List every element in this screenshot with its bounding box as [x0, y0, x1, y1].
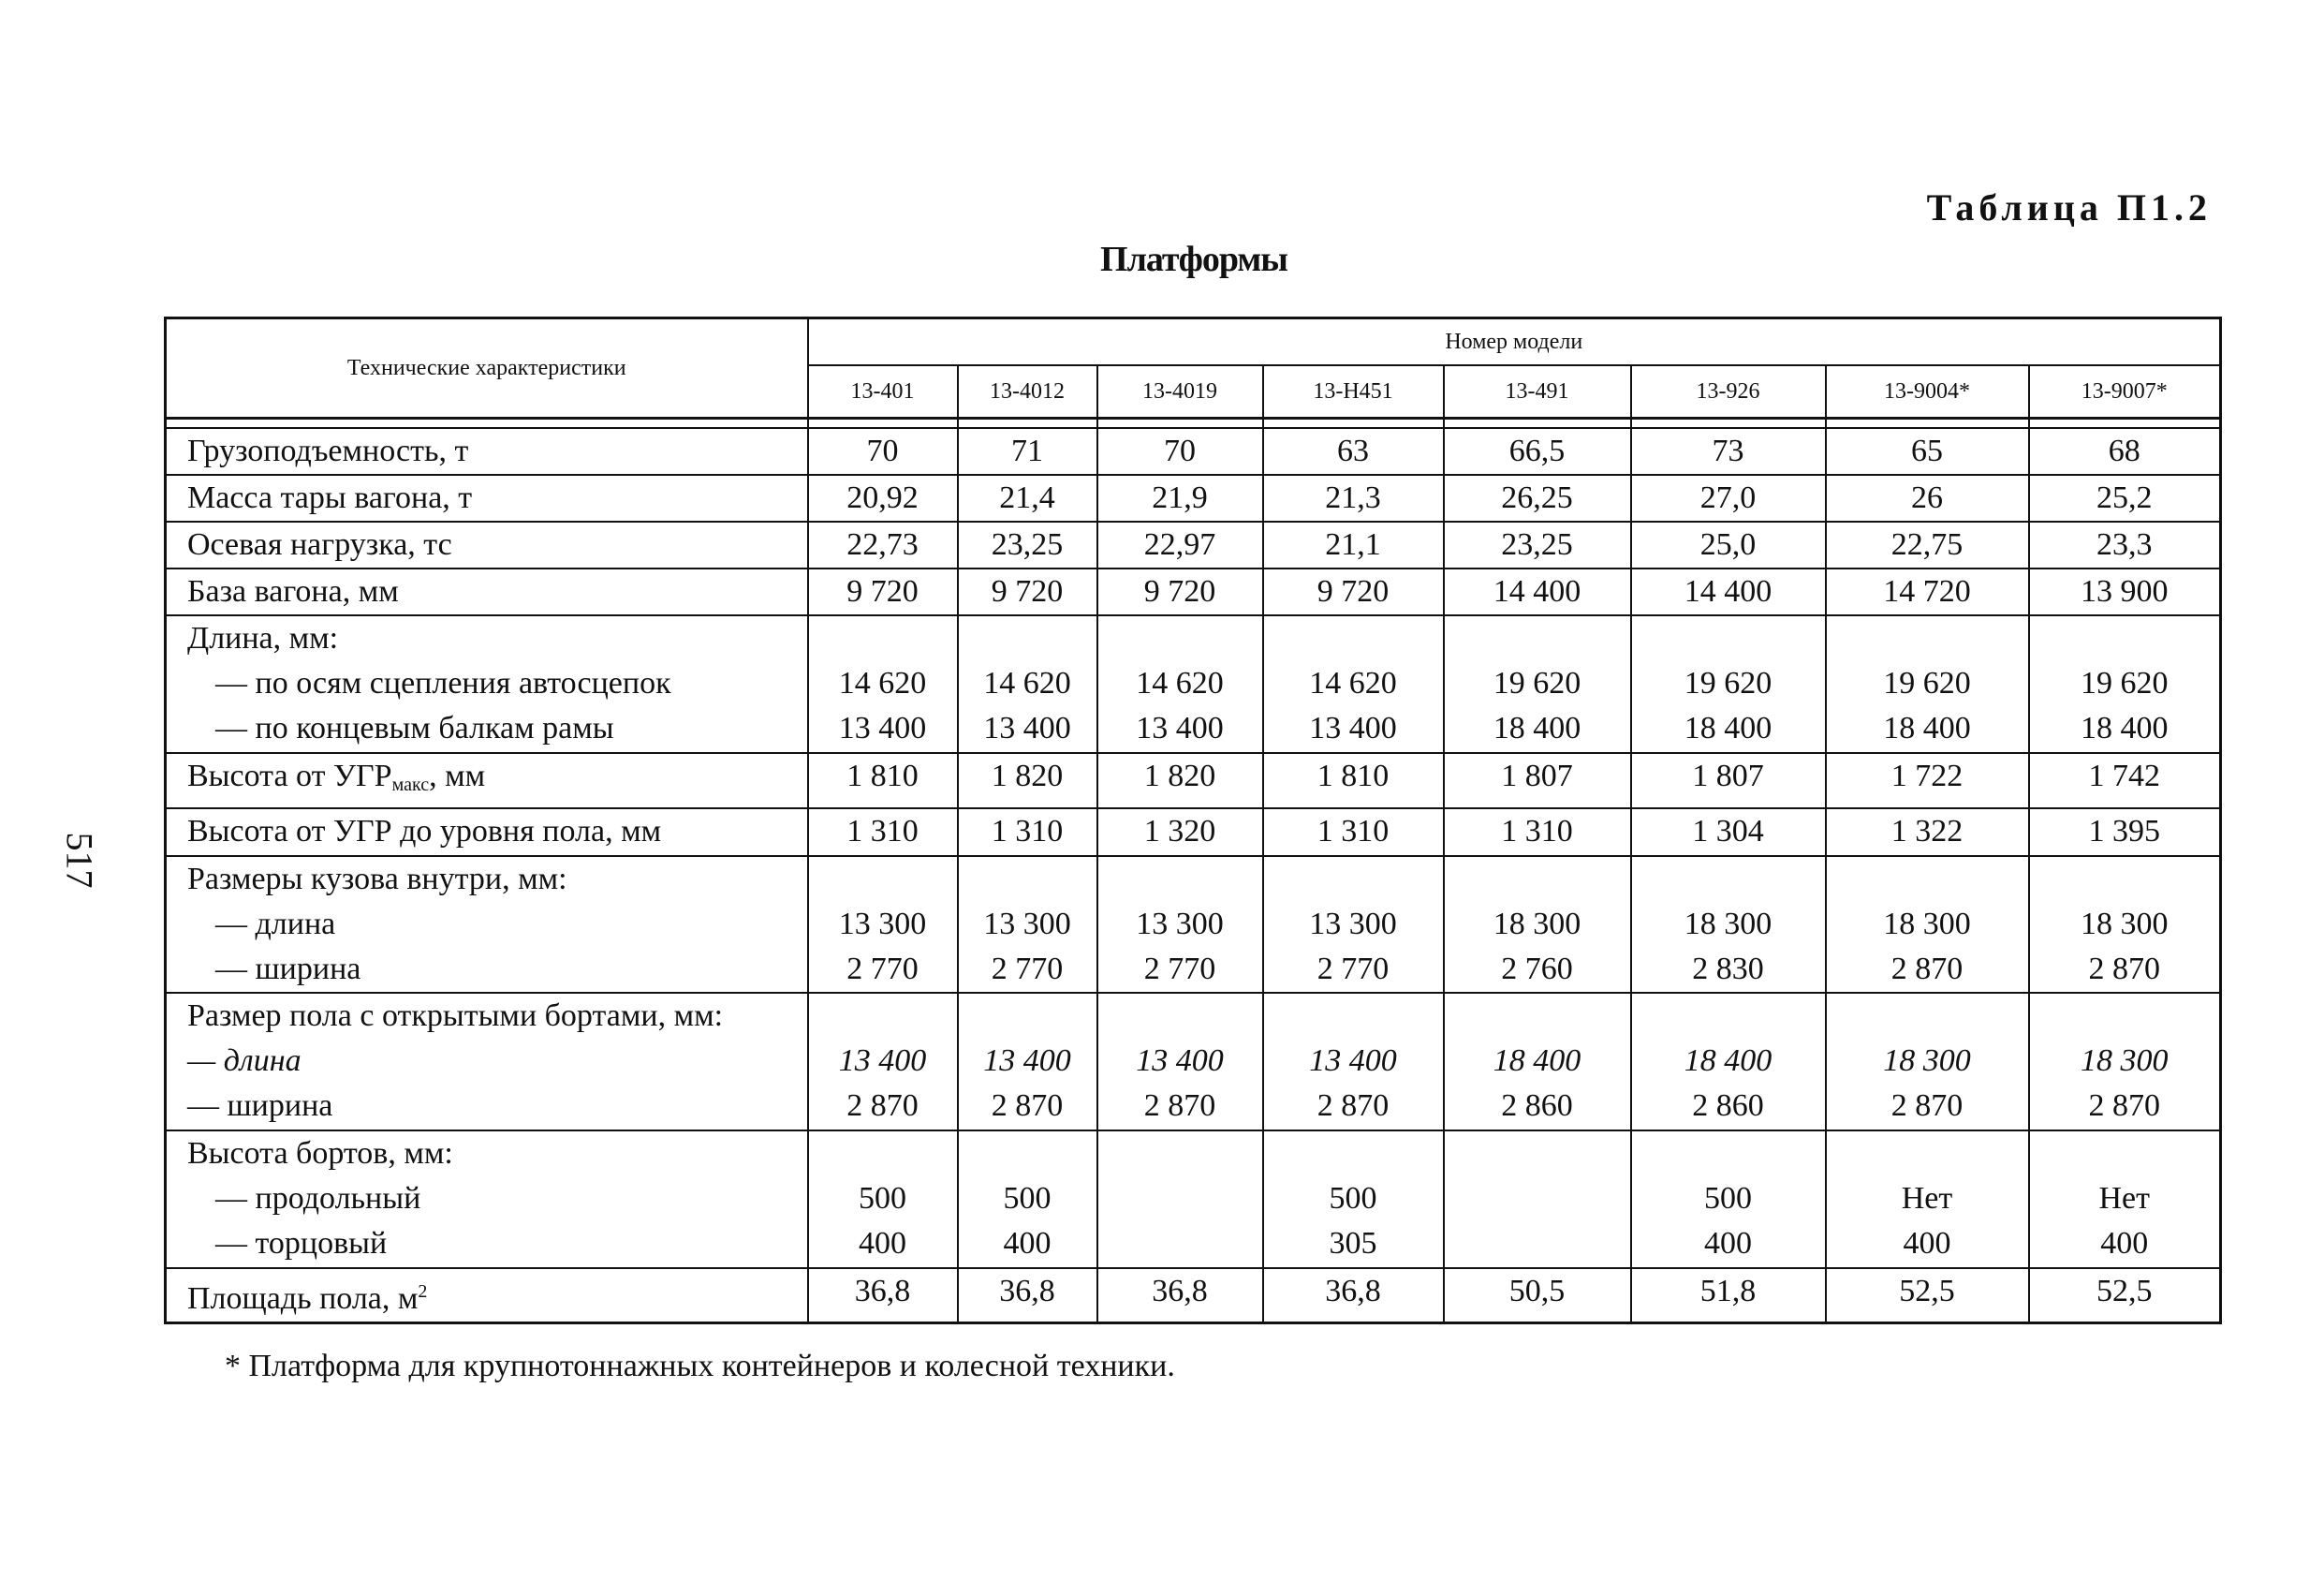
cell-value — [1098, 1176, 1262, 1221]
model-header: 13-401 — [808, 365, 958, 419]
table-cell: 23,3 — [2029, 522, 2221, 569]
table-cell: 1 820 — [1097, 753, 1263, 808]
cell-value: 400 — [1704, 1225, 1752, 1261]
table-cell — [808, 1130, 958, 1268]
table-cell — [1826, 615, 2029, 753]
floor-open-title: Размер пола с открытыми бортами, мм: — [187, 998, 724, 1034]
cell-value: 18 300 — [1883, 1043, 1971, 1079]
table-label: Таблица П1.2 — [1926, 186, 2212, 229]
model-header: 13-Н451 — [1263, 365, 1444, 419]
cell-value: 19 620 — [1684, 666, 1772, 702]
cell-value: 2 870 — [1143, 1088, 1216, 1124]
cell-value: 18 400 — [2081, 711, 2169, 746]
table-row — [166, 475, 2221, 522]
table-row — [166, 856, 2221, 994]
cell-value: 18 400 — [1493, 1043, 1581, 1079]
cell-value: 19 620 — [1493, 666, 1581, 702]
table-cell: 1 322 — [1826, 808, 2029, 855]
model-header: 13-491 — [1444, 365, 1631, 419]
cell-value — [1098, 1221, 1262, 1266]
table-cell: 1 310 — [958, 808, 1097, 855]
label-main: Площадь пола, м — [187, 1280, 419, 1316]
cell-value: 2 870 — [2088, 1088, 2161, 1124]
footnote: * Платформа для крупнотоннажных контейнеров и колесной техники. — [225, 1349, 1175, 1383]
table-cell: 22,73 — [808, 522, 958, 569]
table-cell: 22,75 — [1826, 522, 2029, 569]
base-label: База вагона, мм — [166, 569, 808, 615]
cell-value: 500 — [859, 1180, 906, 1216]
cell-value: 13 300 — [838, 906, 927, 941]
table-cell: 21,4 — [958, 475, 1097, 522]
cell-value: 2 870 — [1890, 1088, 1964, 1124]
table-cell — [1631, 1130, 1826, 1268]
table-cell: 52,5 — [1826, 1268, 2029, 1323]
cell-value: 13 300 — [983, 906, 1071, 941]
table-cell — [2029, 1130, 2221, 1268]
cell-value: 19 620 — [2081, 666, 2169, 702]
cell-value: 13 400 — [983, 711, 1071, 746]
table-cell — [1097, 615, 1263, 753]
table-row — [166, 428, 2221, 475]
length-title: Длина, мм: — [187, 621, 339, 657]
table-cell: 23,25 — [1444, 522, 1631, 569]
table-row — [166, 753, 2221, 808]
cell-value: 19 620 — [1883, 666, 1971, 702]
table-cell: 21,1 — [1263, 522, 1444, 569]
cell-value: 18 300 — [1883, 906, 1971, 941]
table-cell — [1097, 856, 1263, 994]
model-header: 13-9007* — [2029, 365, 2221, 419]
table-cell: 25,0 — [1631, 522, 1826, 569]
capacity-label: Грузоподъемность, т — [166, 428, 808, 475]
table-cell: 70 — [808, 428, 958, 475]
header-model-number: Номер модели — [808, 318, 2221, 366]
table-cell: 50,5 — [1444, 1268, 1631, 1323]
length-sub2: — по концевым балкам рамы — [215, 711, 614, 746]
cell-value: 13 300 — [1136, 906, 1224, 941]
table-cell: 14 400 — [1631, 569, 1826, 615]
table-cell: 14 720 — [1826, 569, 2029, 615]
table-cell: 70 — [1097, 428, 1263, 475]
page-number: 517 — [58, 832, 101, 889]
cell-value: 400 — [1003, 1225, 1052, 1261]
table-cell: 26,25 — [1444, 475, 1631, 522]
table-cell — [1631, 615, 1826, 753]
table-row — [166, 522, 2221, 569]
cell-value — [1445, 1176, 1630, 1221]
cell-value: 500 — [1329, 1180, 1377, 1216]
table-cell: 65 — [1826, 428, 2029, 475]
table-cell: 1 310 — [1444, 808, 1631, 855]
table-cell: 73 — [1631, 428, 1826, 475]
cell-value: 305 — [1329, 1225, 1377, 1261]
table-cell: 9 720 — [958, 569, 1097, 615]
table-cell — [1631, 993, 1826, 1130]
table-cell: 63 — [1263, 428, 1444, 475]
table-cell — [808, 993, 958, 1130]
cell-value: 13 300 — [1309, 906, 1397, 941]
table-cell: 36,8 — [1097, 1268, 1263, 1323]
table-row — [166, 1130, 2221, 1268]
table-cell — [1263, 993, 1444, 1130]
table-cell: 1 807 — [1631, 753, 1826, 808]
table-cell: 21,9 — [1097, 475, 1263, 522]
cell-value: 2 770 — [1316, 951, 1390, 986]
table-cell: 68 — [2029, 428, 2221, 475]
table-row — [166, 808, 2221, 855]
table-cell: 1 810 — [808, 753, 958, 808]
sides-sub2: — торцовый — [215, 1225, 388, 1261]
cell-value: 18 400 — [1493, 711, 1581, 746]
floor-open-label — [166, 993, 808, 1130]
cell-value: 13 400 — [1309, 1043, 1397, 1079]
table-cell: 1 310 — [808, 808, 958, 855]
cell-value: 14 620 — [838, 666, 927, 702]
table-cell: 1 320 — [1097, 808, 1263, 855]
table-cell: 9 720 — [1263, 569, 1444, 615]
cell-value: 400 — [1903, 1225, 1951, 1261]
table-cell: 71 — [958, 428, 1097, 475]
cell-value: 18 400 — [1883, 711, 1971, 746]
table-cell: 27,0 — [1631, 475, 1826, 522]
label-superscript: 2 — [418, 1280, 428, 1302]
floor-open-sub2: — ширина — [187, 1088, 333, 1124]
table-cell — [2029, 993, 2221, 1130]
table-cell — [808, 856, 958, 994]
table-cell: 36,8 — [958, 1268, 1097, 1323]
table-cell — [1263, 615, 1444, 753]
table-cell: 36,8 — [1263, 1268, 1444, 1323]
cell-value: 2 870 — [846, 1088, 919, 1124]
length-label — [166, 615, 808, 753]
cell-value: 400 — [859, 1225, 906, 1261]
table-cell — [1263, 1130, 1444, 1268]
label-subscript: макс — [391, 775, 430, 796]
table-cell — [1826, 1130, 2029, 1268]
header-characteristics: Технические характеристики — [166, 318, 808, 419]
cell-value: 2 760 — [1501, 951, 1573, 986]
cell-value: 13 400 — [1309, 711, 1397, 746]
cell-value: 13 400 — [1136, 711, 1224, 746]
sides-sub1: — продольный — [215, 1180, 421, 1216]
table-cell: 1 310 — [1263, 808, 1444, 855]
cell-value: 18 400 — [1684, 711, 1772, 746]
table-title: Платформы — [1100, 240, 1287, 279]
cell-value: 18 300 — [2081, 1043, 2169, 1079]
height-max-label — [166, 753, 808, 808]
table-cell — [1444, 1130, 1631, 1268]
cell-value: 13 400 — [838, 1043, 927, 1079]
cell-value: 2 830 — [1692, 951, 1764, 986]
table-cell — [1263, 856, 1444, 994]
table-cell — [958, 1130, 1097, 1268]
table-cell: 1 807 — [1444, 753, 1631, 808]
body-inside-title: Размеры кузова внутри, мм: — [187, 861, 567, 896]
table-cell: 66,5 — [1444, 428, 1631, 475]
table-cell — [1097, 993, 1263, 1130]
table-cell: 22,97 — [1097, 522, 1263, 569]
cell-value: Нет — [2098, 1180, 2151, 1216]
cell-value — [1445, 1221, 1630, 1266]
cell-value: 13 400 — [1136, 1043, 1224, 1079]
table-cell — [808, 615, 958, 753]
table-cell: 1 395 — [2029, 808, 2221, 855]
body-inside-label — [166, 856, 808, 994]
tare-label: Масса тары вагона, т — [166, 475, 808, 522]
table-cell: 26 — [1826, 475, 2029, 522]
cell-value: 13 400 — [838, 711, 927, 746]
specs-table — [164, 317, 2219, 1324]
table-cell: 9 720 — [808, 569, 958, 615]
length-sub1: — по осям сцепления автосцепок — [215, 666, 671, 702]
table-row — [166, 1268, 2221, 1323]
floor-open-sub1: — длина — [187, 1043, 302, 1079]
cell-value: 500 — [1704, 1180, 1752, 1216]
table-cell — [1444, 993, 1631, 1130]
model-header: 13-9004* — [1826, 365, 2029, 419]
label-main: Высота от УГР — [187, 759, 392, 794]
model-header: 13-926 — [1631, 365, 1826, 419]
cell-value: 2 870 — [1890, 951, 1964, 986]
table-cell: 52,5 — [2029, 1268, 2221, 1323]
model-header: 13-4019 — [1097, 365, 1263, 419]
table-cell: 9 720 — [1097, 569, 1263, 615]
cell-value: 18 300 — [1493, 906, 1581, 941]
body-inside-sub1: — длина — [215, 906, 336, 941]
axle-load-label: Осевая нагрузка, тс — [166, 522, 808, 569]
table-cell: 14 400 — [1444, 569, 1631, 615]
cell-value: 2 770 — [846, 951, 919, 986]
height-floor-label: Высота от УГР до уровня пола, мм — [166, 808, 808, 855]
cell-value: 500 — [1003, 1180, 1052, 1216]
table-cell — [2029, 615, 2221, 753]
table-cell: 1 304 — [1631, 808, 1826, 855]
table-row — [166, 615, 2221, 753]
sides-title: Высота бортов, мм: — [187, 1135, 453, 1171]
cell-value: 14 620 — [1309, 666, 1397, 702]
table-cell — [958, 993, 1097, 1130]
table-cell: 1 810 — [1263, 753, 1444, 808]
cell-value: 14 620 — [983, 666, 1071, 702]
cell-value: 13 400 — [983, 1043, 1071, 1079]
cell-value: 2 770 — [991, 951, 1064, 986]
cell-value: 2 870 — [991, 1088, 1064, 1124]
table-cell — [958, 856, 1097, 994]
cell-value: 14 620 — [1136, 666, 1224, 702]
cell-value: 400 — [2100, 1225, 2149, 1261]
cell-value: 2 870 — [1316, 1088, 1390, 1124]
table-cell — [1444, 856, 1631, 994]
table-cell: 1 722 — [1826, 753, 2029, 808]
table-cell: 1 742 — [2029, 753, 2221, 808]
table-cell — [1444, 615, 1631, 753]
floor-area-label — [166, 1268, 808, 1323]
table-cell: 13 900 — [2029, 569, 2221, 615]
sides-label — [166, 1130, 808, 1268]
table-cell — [958, 615, 1097, 753]
model-header: 13-4012 — [958, 365, 1097, 419]
table-cell: 23,25 — [958, 522, 1097, 569]
table-cell — [1826, 993, 2029, 1130]
cell-value: 2 870 — [2088, 951, 2161, 986]
cell-value: 18 300 — [2081, 906, 2169, 941]
label-tail: , мм — [429, 759, 486, 794]
cell-value: 2 860 — [1692, 1088, 1764, 1124]
cell-value: 2 770 — [1143, 951, 1216, 986]
table-cell — [1097, 1130, 1263, 1268]
table-cell — [2029, 856, 2221, 994]
table-cell — [1631, 856, 1826, 994]
cell-value: 18 300 — [1684, 906, 1772, 941]
table-cell: 21,3 — [1263, 475, 1444, 522]
body-inside-sub2: — ширина — [215, 951, 361, 986]
table-cell: 51,8 — [1631, 1268, 1826, 1323]
table-row — [166, 993, 2221, 1130]
table-cell: 1 820 — [958, 753, 1097, 808]
cell-value: 18 400 — [1684, 1043, 1772, 1079]
cell-value: 2 860 — [1501, 1088, 1573, 1124]
table-cell — [1826, 856, 2029, 994]
table-cell: 36,8 — [808, 1268, 958, 1323]
table-cell: 25,2 — [2029, 475, 2221, 522]
table-cell: 20,92 — [808, 475, 958, 522]
cell-value: Нет — [1901, 1180, 1953, 1216]
table-row — [166, 569, 2221, 615]
